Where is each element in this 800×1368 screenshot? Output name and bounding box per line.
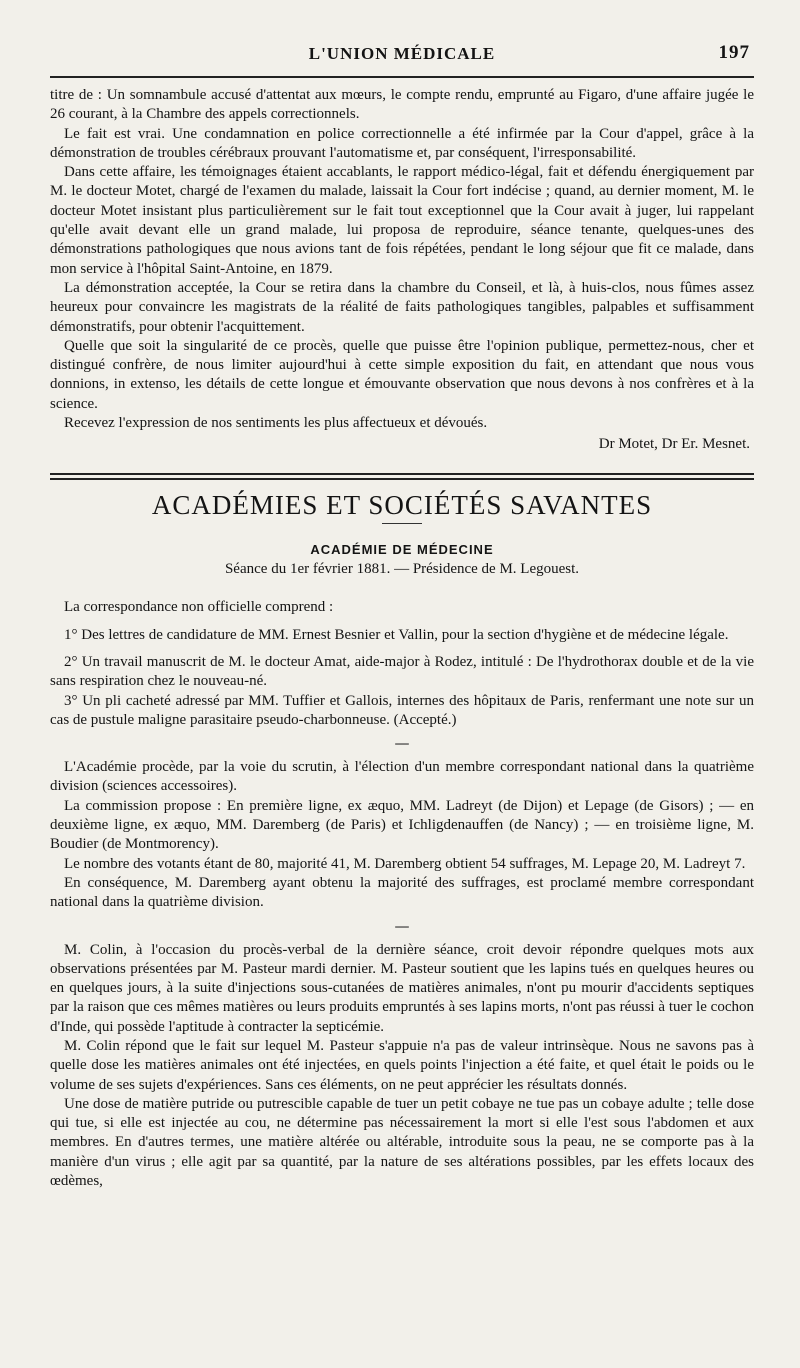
election-paragraph: Le nombre des votants étant de 80, majorité 41, M. Daremberg obtient 54 suffrages, M. Lepage 20, M. Ladreyt 7.: [64, 855, 746, 872]
separator-dash: —: [394, 916, 410, 935]
colin-paragraph: Une dose de matière putride ou putrescible capable de tuer un petit cobaye ne tue pas un cobaye adulte ; telle dose qui tue, si elle est injectée au cou, ne détermine pas nécessairement la mort si elle l'est sous l'abdomen et aux membres. En d'autres termes, une matière altérée ou altérable, introduite sous la peau, ne se comporte pas à la manière d'un virus ; elle agit par sa quantité, par la nature de ses altérations possibles, par les effets locaux des œdèmes,: [50, 1095, 754, 1190]
letter-paragraph: Le fait est vrai. Une condamnation en police correctionnelle a été infirmée par la Cour d'appel, grâce à la démonstration de troubles cérébraux prouvant l'automatisme et, par conséquent, l'irresponsabilité.: [50, 125, 754, 161]
title-ornament-rule: [382, 523, 422, 524]
election-paragraph: L'Académie procède, par la voie du scrutin, à l'élection d'un membre correspondant national dans la quatrième division (sciences accessoires).: [50, 759, 754, 795]
section-title: ACADÉMIES ET SOCIÉTÉS SAVANTES: [151, 490, 653, 521]
colin-paragraph: M. Colin, à l'occasion du procès-verbal de la dernière séance, croit devoir répondre quelques mots aux observations présentées par M. Pasteur mardi dernier. M. Pasteur soutient que les lapins tués en quelques heures ou en quelques jours, à la suite d'injections sous-cutanées de matières animales, n'ont pu mourir d'accidents septiques par la raison que ces mêmes matières ou leurs produits empruntés à ses lapins morts, n'ont pas réussi à tuer le cochon d'Inde, qui possède l'aptitude à contracter la septicémie.: [50, 941, 754, 1035]
correspondence-item: 1° Des lettres de candidature de MM. Ernest Besnier et Vallin, pour la section d'hygiène et de médecine légale.: [64, 626, 729, 643]
page-number: 197: [718, 42, 750, 63]
separator-dash: —: [394, 734, 410, 753]
letter-paragraph: titre de : Un somnambule accusé d'attentat aux mœurs, le compte rendu, emprunté au Figaro, d'une affaire jugée le 26 courant, à la Chambre des appels correctionnels.: [50, 87, 754, 123]
correspondence-intro: La correspondance non officielle comprend :: [64, 599, 334, 616]
correspondence-item: 3° Un pli cacheté adressé par MM. Tuffier et Gallois, internes des hôpitaux de Paris, renfermant une note sur un cas de pustule maligne parasitaire pseudo-charbonneuse. (Accepté.): [50, 692, 754, 728]
letter-paragraph: Quelle que soit la singularité de ce procès, quelle que puisse être l'opinion publique, permettez-nous, cher et distingué confrère, de nous limiter aujourd'hui à cette simple exposition du fait, en attendant que nous vous donnions, in extenso, les détails de cette longue et émouvante observation que nous devons à nos confrères et à la science.: [50, 337, 754, 412]
header-rule: [50, 76, 754, 78]
letter-signature: Dr Motet, Dr Er. Mesnet.: [598, 436, 750, 453]
election-paragraph: La commission propose : En première ligne, ex æquo, MM. Ladreyt (de Dijon) et Lepage (de Gisors) ; — en deuxième ligne, ex æquo, MM. Daremberg (de Paris) et Ichligdenauffen (de Nancy) ; — en troisième ligne, M. Boudier (de Montmorency).: [50, 797, 754, 853]
colin-paragraph: M. Colin répond que le fait sur lequel M. Pasteur s'appuie n'a pas de valeur intrinsèque. Nous ne savons pas à quelle dose les matières animales ont été injectées, en quels points l'injection a été faite, et quel était le poids ou le volume de ses sujets d'expériences. Sans ces éléments, on ne peut apprécier les résultats donnés.: [50, 1037, 754, 1093]
academy-subtitle: ACADÉMIE DE MÉDECINE: [310, 542, 494, 558]
letter-paragraph: La démonstration acceptée, la Cour se retira dans la chambre du Conseil, et là, à huis-clos, nous fûmes assez heureux pour convaincre les magistrats de la réalité de faits pathologiques tangibles, palpables et suffisamment démonstratifs, pour obtenir l'acquittement.: [50, 279, 754, 335]
running-header: [50, 40, 754, 70]
session-line: Séance du 1er février 1881. — Présidence de M. Legouest.: [224, 561, 580, 578]
letter-paragraph: Recevez l'expression de nos sentiments les plus affectueux et dévoués.: [64, 415, 488, 432]
correspondence-item: 2° Un travail manuscrit de M. le docteur Amat, aide-major à Rodez, intitulé : De l'hydrothorax double et de la vie sans respiration chez le nouveau-né.: [50, 653, 754, 690]
election-paragraph: En conséquence, M. Daremberg ayant obtenu la majorité des suffrages, est proclamé membre correspondant national dans la quatrième division.: [50, 874, 754, 911]
journal-title: L'UNION MÉDICALE: [308, 44, 496, 63]
section-divider: [50, 473, 754, 480]
letter-paragraph: Dans cette affaire, les témoignages étaient accablants, le rapport médico-légal, fait et défendu énergiquement par M. le docteur Motet, chargé de l'examen du malade, laissait la Cour fort indécise ; quand, au dernier moment, M. le docteur Motet insistant plus particulièrement sur le fait tout exceptionnel que la Cour avait à juger, lui rappelant qu'elle avait devant elle un grand malade, lui proposa de reproduire, séance tenante, quelques-unes des démonstrations pathologiques que nous avions tant de fois répétées, pendant le long séjour que fit ce malade, dans mon service à l'hôpital Saint-Antoine, en 1879.: [50, 164, 754, 277]
